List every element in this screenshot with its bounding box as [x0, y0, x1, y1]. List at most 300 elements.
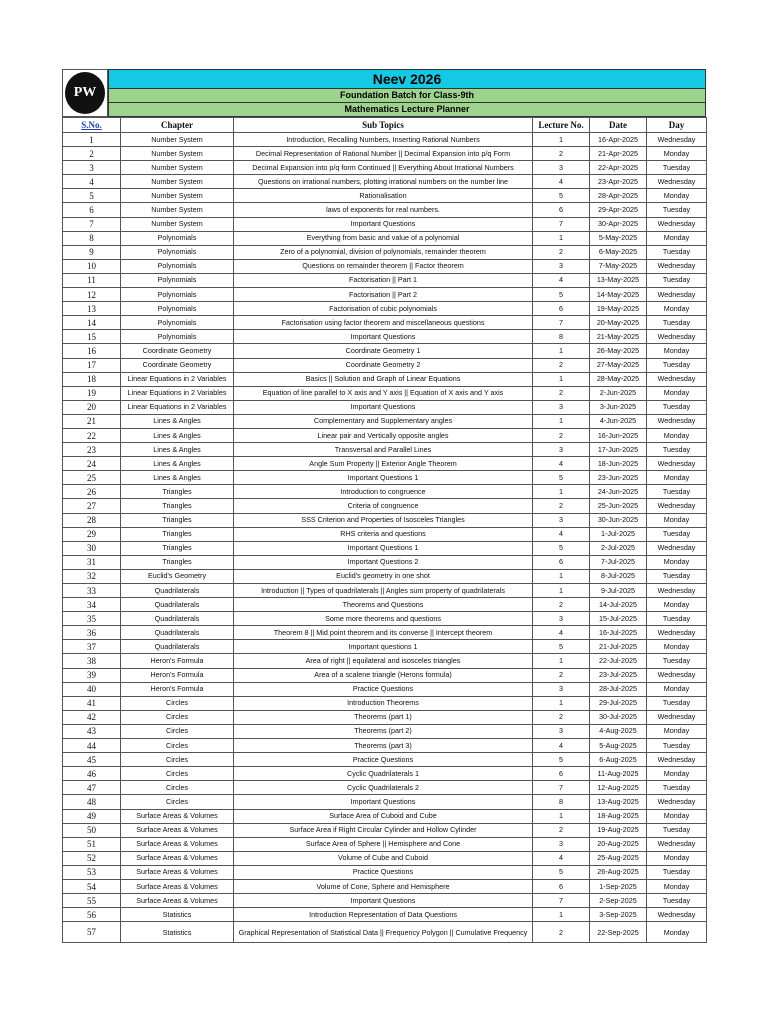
cell-sno: 5	[63, 189, 121, 203]
table-row	[63, 640, 707, 654]
cell-chapter: Circles	[121, 724, 234, 738]
cell-sno: 3	[63, 161, 121, 175]
cell-day: Monday	[647, 922, 707, 943]
cell-subtopic: Theorem 8 || Mid point theorem and its converse || Intercept theorem	[234, 626, 533, 640]
cell-sno: 10	[63, 259, 121, 273]
cell-date: 13-Aug-2025	[590, 795, 647, 809]
cell-chapter: Polynomials	[121, 273, 234, 287]
table-row	[63, 457, 707, 471]
cell-lecture-no: 3	[533, 612, 590, 626]
cell-subtopic: Area of right || equilateral and isosceles triangles	[234, 654, 533, 668]
cell-sno: 54	[63, 879, 121, 893]
cell-date: 23-Apr-2025	[590, 175, 647, 189]
cell-date: 4-Aug-2025	[590, 724, 647, 738]
cell-day: Monday	[647, 682, 707, 696]
cell-sno: 45	[63, 753, 121, 767]
table-row	[63, 710, 707, 724]
cell-sno: 43	[63, 724, 121, 738]
cell-day: Tuesday	[647, 316, 707, 330]
cell-chapter: Heron's Formula	[121, 682, 234, 696]
cell-date: 18-Aug-2025	[590, 809, 647, 823]
table-row	[63, 879, 707, 893]
cell-day: Monday	[647, 386, 707, 400]
table-row	[63, 724, 707, 738]
cell-sno: 34	[63, 598, 121, 612]
cell-lecture-no: 7	[533, 894, 590, 908]
cell-sno: 46	[63, 767, 121, 781]
cell-chapter: Quadrilaterals	[121, 640, 234, 654]
cell-lecture-no: 5	[533, 541, 590, 555]
table-row	[63, 400, 707, 414]
cell-day: Wednesday	[647, 372, 707, 386]
column-header-day: Day	[647, 118, 707, 133]
cell-sno: 16	[63, 344, 121, 358]
table-row	[63, 485, 707, 499]
cell-sno: 14	[63, 316, 121, 330]
cell-day: Wednesday	[647, 457, 707, 471]
cell-chapter: Number System	[121, 161, 234, 175]
cell-day: Monday	[647, 471, 707, 485]
cell-lecture-no: 2	[533, 823, 590, 837]
cell-date: 26-May-2025	[590, 344, 647, 358]
batch-subtitle: Foundation Batch for Class-9th	[108, 89, 706, 103]
cell-date: 18-Jun-2025	[590, 457, 647, 471]
cell-subtopic: Volume of Cube and Cuboid	[234, 851, 533, 865]
cell-lecture-no: 2	[533, 499, 590, 513]
cell-sno: 18	[63, 372, 121, 386]
cell-date: 19-May-2025	[590, 302, 647, 316]
cell-date: 21-May-2025	[590, 330, 647, 344]
cell-chapter: Triangles	[121, 513, 234, 527]
cell-day: Monday	[647, 231, 707, 245]
cell-day: Tuesday	[647, 612, 707, 626]
cell-sno: 32	[63, 569, 121, 583]
cell-day: Wednesday	[647, 795, 707, 809]
cell-sno: 40	[63, 682, 121, 696]
cell-day: Monday	[647, 879, 707, 893]
cell-subtopic: Zero of a polynomial, division of polynomials, remainder theorem	[234, 245, 533, 259]
cell-sno: 48	[63, 795, 121, 809]
cell-day: Tuesday	[647, 569, 707, 583]
table-row	[63, 569, 707, 583]
cell-sno: 33	[63, 584, 121, 598]
cell-chapter: Number System	[121, 175, 234, 189]
table-row	[63, 612, 707, 626]
cell-chapter: Polynomials	[121, 259, 234, 273]
cell-subtopic: Complementary and Supplementary angles	[234, 414, 533, 428]
cell-sno: 4	[63, 175, 121, 189]
cell-lecture-no: 3	[533, 837, 590, 851]
cell-day: Monday	[647, 555, 707, 569]
cell-date: 1-Jul-2025	[590, 527, 647, 541]
table-row	[63, 231, 707, 245]
cell-subtopic: Important Questions	[234, 330, 533, 344]
cell-chapter: Linear Equations in 2 Variables	[121, 386, 234, 400]
cell-day: Monday	[647, 344, 707, 358]
table-row	[63, 133, 707, 147]
table-row	[63, 302, 707, 316]
cell-lecture-no: 4	[533, 527, 590, 541]
cell-date: 6-May-2025	[590, 245, 647, 259]
cell-subtopic: Decimal Expansion into p/q form Continued || Everything About Irrational Numbers	[234, 161, 533, 175]
table-row	[63, 288, 707, 302]
cell-subtopic: Important Questions 1	[234, 471, 533, 485]
cell-lecture-no: 4	[533, 626, 590, 640]
cell-subtopic: RHS criteria and questions	[234, 527, 533, 541]
cell-date: 24-Jun-2025	[590, 485, 647, 499]
cell-subtopic: Factorisation || Part 1	[234, 273, 533, 287]
cell-chapter: Surface Areas & Volumes	[121, 865, 234, 879]
cell-lecture-no: 1	[533, 372, 590, 386]
cell-subtopic: Surface Area of Cuboid and Cube	[234, 809, 533, 823]
cell-lecture-no: 4	[533, 175, 590, 189]
cell-date: 23-Jul-2025	[590, 668, 647, 682]
cell-chapter: Polynomials	[121, 316, 234, 330]
cell-subtopic: Practice Questions	[234, 865, 533, 879]
cell-date: 5-May-2025	[590, 231, 647, 245]
cell-subtopic: Linear pair and Vertically opposite angles	[234, 428, 533, 442]
cell-day: Wednesday	[647, 584, 707, 598]
cell-day: Wednesday	[647, 668, 707, 682]
cell-day: Tuesday	[647, 696, 707, 710]
cell-sno: 21	[63, 414, 121, 428]
cell-day: Wednesday	[647, 710, 707, 724]
cell-date: 30-Jun-2025	[590, 513, 647, 527]
cell-date: 22-Apr-2025	[590, 161, 647, 175]
cell-subtopic: Cyclic Quadrilaterals 1	[234, 767, 533, 781]
cell-subtopic: Transversal and Parallel Lines	[234, 443, 533, 457]
cell-subtopic: Factorisation || Part 2	[234, 288, 533, 302]
cell-lecture-no: 8	[533, 795, 590, 809]
cell-subtopic: SSS Criterion and Properties of Isosceles Triangles	[234, 513, 533, 527]
cell-sno: 24	[63, 457, 121, 471]
cell-chapter: Heron's Formula	[121, 654, 234, 668]
cell-lecture-no: 1	[533, 654, 590, 668]
cell-subtopic: Factorisation using factor theorem and miscellaneous questions	[234, 316, 533, 330]
cell-sno: 8	[63, 231, 121, 245]
cell-lecture-no: 6	[533, 555, 590, 569]
cell-date: 9-Jul-2025	[590, 584, 647, 598]
cell-chapter: Quadrilaterals	[121, 598, 234, 612]
cell-sno: 11	[63, 273, 121, 287]
cell-lecture-no: 7	[533, 217, 590, 231]
cell-subtopic: Angle Sum Property || Exterior Angle Theorem	[234, 457, 533, 471]
cell-subtopic: Theorems (part 3)	[234, 739, 533, 753]
cell-lecture-no: 7	[533, 781, 590, 795]
cell-subtopic: Theorems (part 1)	[234, 710, 533, 724]
cell-sno: 49	[63, 809, 121, 823]
cell-day: Monday	[647, 598, 707, 612]
cell-chapter: Surface Areas & Volumes	[121, 837, 234, 851]
cell-lecture-no: 1	[533, 584, 590, 598]
cell-date: 22-Sep-2025	[590, 922, 647, 943]
table-row	[63, 696, 707, 710]
table-row	[63, 851, 707, 865]
cell-lecture-no: 2	[533, 922, 590, 943]
cell-date: 20-May-2025	[590, 316, 647, 330]
cell-subtopic: Questions on remainder theorem || Factor theorem	[234, 259, 533, 273]
cell-day: Tuesday	[647, 161, 707, 175]
cell-lecture-no: 6	[533, 203, 590, 217]
table-row	[63, 414, 707, 428]
cell-day: Wednesday	[647, 499, 707, 513]
cell-sno: 37	[63, 640, 121, 654]
cell-subtopic: Coordinate Geometry 2	[234, 358, 533, 372]
cell-sno: 6	[63, 203, 121, 217]
cell-lecture-no: 1	[533, 133, 590, 147]
cell-date: 3-Sep-2025	[590, 908, 647, 922]
table-row	[63, 372, 707, 386]
table-row	[63, 259, 707, 273]
cell-sno: 56	[63, 908, 121, 922]
table-row	[63, 739, 707, 753]
cell-sno: 19	[63, 386, 121, 400]
cell-chapter: Statistics	[121, 908, 234, 922]
table-row	[63, 245, 707, 259]
column-header-subtopics: Sub Topics	[234, 118, 533, 133]
cell-sno: 7	[63, 217, 121, 231]
cell-sno: 22	[63, 428, 121, 442]
cell-sno: 47	[63, 781, 121, 795]
cell-chapter: Number System	[121, 189, 234, 203]
cell-day: Monday	[647, 513, 707, 527]
cell-day: Wednesday	[647, 217, 707, 231]
cell-sno: 30	[63, 541, 121, 555]
cell-day: Tuesday	[647, 443, 707, 457]
cell-date: 6-Aug-2025	[590, 753, 647, 767]
cell-lecture-no: 4	[533, 739, 590, 753]
column-header-lecture-no: Lecture No.	[533, 118, 590, 133]
cell-day: Tuesday	[647, 894, 707, 908]
cell-day: Tuesday	[647, 400, 707, 414]
cell-sno: 36	[63, 626, 121, 640]
table-row	[63, 189, 707, 203]
cell-sno: 13	[63, 302, 121, 316]
cell-date: 14-Jul-2025	[590, 598, 647, 612]
cell-chapter: Polynomials	[121, 245, 234, 259]
cell-date: 28-Apr-2025	[590, 189, 647, 203]
cell-lecture-no: 1	[533, 485, 590, 499]
cell-date: 12-Aug-2025	[590, 781, 647, 795]
cell-date: 16-Apr-2025	[590, 133, 647, 147]
cell-sno: 29	[63, 527, 121, 541]
cell-day: Monday	[647, 767, 707, 781]
planner-title: Mathematics Lecture Planner	[108, 103, 706, 117]
cell-subtopic: Theorems and Questions	[234, 598, 533, 612]
cell-date: 14-May-2025	[590, 288, 647, 302]
table-row	[63, 386, 707, 400]
cell-date: 29-Apr-2025	[590, 203, 647, 217]
cell-day: Wednesday	[647, 908, 707, 922]
cell-sno: 28	[63, 513, 121, 527]
cell-chapter: Polynomials	[121, 288, 234, 302]
cell-lecture-no: 3	[533, 443, 590, 457]
cell-subtopic: Decimal Representation of Rational Number || Decimal Expansion into p/q Form	[234, 147, 533, 161]
cell-day: Monday	[647, 851, 707, 865]
cell-chapter: Heron's Formula	[121, 668, 234, 682]
cell-day: Tuesday	[647, 865, 707, 879]
cell-date: 1-Sep-2025	[590, 879, 647, 893]
table-row	[63, 922, 707, 943]
cell-date: 29-Jul-2025	[590, 696, 647, 710]
cell-day: Wednesday	[647, 259, 707, 273]
cell-lecture-no: 3	[533, 161, 590, 175]
cell-subtopic: Important Questions	[234, 894, 533, 908]
cell-day: Wednesday	[647, 541, 707, 555]
cell-subtopic: Rationalisation	[234, 189, 533, 203]
cell-date: 19-Aug-2025	[590, 823, 647, 837]
cell-sno: 2	[63, 147, 121, 161]
cell-chapter: Lines & Angles	[121, 443, 234, 457]
cell-sno: 31	[63, 555, 121, 569]
cell-date: 23-Jun-2025	[590, 471, 647, 485]
cell-subtopic: Euclid's geometry in one shot	[234, 569, 533, 583]
cell-lecture-no: 5	[533, 189, 590, 203]
cell-sno: 57	[63, 922, 121, 943]
cell-sno: 26	[63, 485, 121, 499]
cell-subtopic: Criteria of congruence	[234, 499, 533, 513]
cell-chapter: Surface Areas & Volumes	[121, 823, 234, 837]
cell-day: Tuesday	[647, 823, 707, 837]
cell-lecture-no: 3	[533, 400, 590, 414]
cell-day: Tuesday	[647, 654, 707, 668]
cell-sno: 38	[63, 654, 121, 668]
cell-chapter: Linear Equations in 2 Variables	[121, 372, 234, 386]
cell-chapter: Lines & Angles	[121, 428, 234, 442]
table-row	[63, 513, 707, 527]
cell-date: 28-Jul-2025	[590, 682, 647, 696]
cell-sno: 17	[63, 358, 121, 372]
cell-chapter: Circles	[121, 781, 234, 795]
cell-lecture-no: 1	[533, 344, 590, 358]
cell-date: 16-Jun-2025	[590, 428, 647, 442]
cell-lecture-no: 6	[533, 302, 590, 316]
table-row	[63, 809, 707, 823]
table-row	[63, 682, 707, 696]
cell-subtopic: Graphical Representation of Statistical Data || Frequency Polygon || Cumulative Frequency	[234, 922, 533, 943]
cell-chapter: Triangles	[121, 541, 234, 555]
cell-lecture-no: 2	[533, 147, 590, 161]
cell-date: 7-May-2025	[590, 259, 647, 273]
cell-chapter: Quadrilaterals	[121, 584, 234, 598]
cell-sno: 42	[63, 710, 121, 724]
table-row	[63, 428, 707, 442]
table-row	[63, 203, 707, 217]
cell-chapter: Number System	[121, 217, 234, 231]
cell-date: 25-Jun-2025	[590, 499, 647, 513]
table-row	[63, 823, 707, 837]
table-row	[63, 894, 707, 908]
table-row	[63, 767, 707, 781]
cell-subtopic: Questions on irrational numbers, plotting irrational numbers on the number line	[234, 175, 533, 189]
cell-subtopic: Practice Questions	[234, 682, 533, 696]
cell-sno: 39	[63, 668, 121, 682]
cell-sno: 25	[63, 471, 121, 485]
cell-day: Wednesday	[647, 837, 707, 851]
cell-chapter: Circles	[121, 753, 234, 767]
cell-subtopic: Important Questions	[234, 795, 533, 809]
cell-day: Wednesday	[647, 288, 707, 302]
cell-day: Wednesday	[647, 626, 707, 640]
cell-lecture-no: 2	[533, 428, 590, 442]
cell-subtopic: Basics || Solution and Graph of Linear Equations	[234, 372, 533, 386]
cell-lecture-no: 2	[533, 358, 590, 372]
cell-day: Tuesday	[647, 273, 707, 287]
cell-lecture-no: 7	[533, 316, 590, 330]
cell-subtopic: Surface Area if Right Circular Cylinder and Hollow Cylinder	[234, 823, 533, 837]
cell-subtopic: Surface Area of Sphere || Hemisphere and Cone	[234, 837, 533, 851]
cell-day: Wednesday	[647, 753, 707, 767]
cell-sno: 23	[63, 443, 121, 457]
cell-subtopic: Factorisation of cubic polynomials	[234, 302, 533, 316]
cell-date: 20-Aug-2025	[590, 837, 647, 851]
cell-lecture-no: 6	[533, 767, 590, 781]
cell-subtopic: Important Questions 2	[234, 555, 533, 569]
cell-chapter: Statistics	[121, 922, 234, 943]
cell-subtopic: Important Questions 1	[234, 541, 533, 555]
table-row	[63, 217, 707, 231]
cell-lecture-no: 4	[533, 851, 590, 865]
table-row	[63, 175, 707, 189]
cell-chapter: Surface Areas & Volumes	[121, 894, 234, 908]
cell-chapter: Linear Equations in 2 Variables	[121, 400, 234, 414]
cell-day: Wednesday	[647, 414, 707, 428]
cell-chapter: Number System	[121, 147, 234, 161]
cell-day: Tuesday	[647, 485, 707, 499]
cell-sno: 52	[63, 851, 121, 865]
cell-sno: 44	[63, 739, 121, 753]
table-row	[63, 499, 707, 513]
cell-chapter: Triangles	[121, 485, 234, 499]
cell-date: 2-Jul-2025	[590, 541, 647, 555]
cell-subtopic: Volume of Cone, Sphere and Hemisphere	[234, 879, 533, 893]
cell-chapter: Triangles	[121, 499, 234, 513]
cell-date: 17-Jun-2025	[590, 443, 647, 457]
table-row	[63, 865, 707, 879]
cell-day: Monday	[647, 428, 707, 442]
cell-date: 16-Jul-2025	[590, 626, 647, 640]
cell-chapter: Circles	[121, 696, 234, 710]
cell-subtopic: Cyclic Quadrilaterals 2	[234, 781, 533, 795]
cell-date: 30-Apr-2025	[590, 217, 647, 231]
cell-date: 11-Aug-2025	[590, 767, 647, 781]
cell-subtopic: Practice Questions	[234, 753, 533, 767]
cell-subtopic: Introduction Representation of Data Questions	[234, 908, 533, 922]
table-row	[63, 471, 707, 485]
cell-date: 7-Jul-2025	[590, 555, 647, 569]
pw-logo	[62, 69, 108, 117]
table-row	[63, 527, 707, 541]
cell-day: Monday	[647, 809, 707, 823]
pw-logo-mark: PW	[65, 72, 105, 114]
cell-date: 2-Sep-2025	[590, 894, 647, 908]
cell-lecture-no: 5	[533, 753, 590, 767]
cell-subtopic: Some more theorems and questions	[234, 612, 533, 626]
cell-day: Monday	[647, 302, 707, 316]
cell-lecture-no: 5	[533, 865, 590, 879]
table-header-row	[63, 118, 707, 133]
cell-chapter: Coordinate Geometry	[121, 344, 234, 358]
cell-lecture-no: 2	[533, 598, 590, 612]
column-header-sno[interactable]: S.No.	[63, 118, 121, 133]
table-row	[63, 358, 707, 372]
cell-day: Tuesday	[647, 781, 707, 795]
cell-subtopic: Important Questions	[234, 217, 533, 231]
cell-chapter: Surface Areas & Volumes	[121, 851, 234, 865]
column-header-date: Date	[590, 118, 647, 133]
table-row	[63, 273, 707, 287]
cell-chapter: Triangles	[121, 527, 234, 541]
